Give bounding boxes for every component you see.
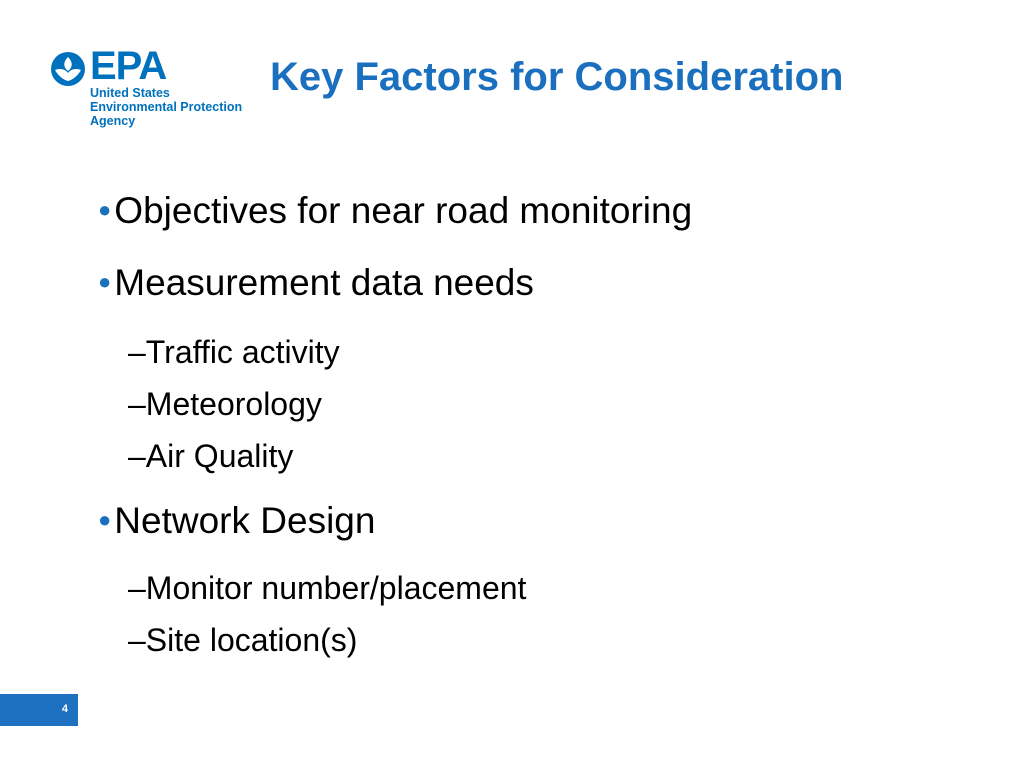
sub-bullet-item: –Air Quality bbox=[128, 438, 294, 474]
epa-flower-icon bbox=[50, 51, 86, 87]
sub-bullet-item: –Traffic activity bbox=[128, 334, 340, 370]
logo-line-3: Agency bbox=[90, 114, 136, 128]
bullet-text: Measurement data needs bbox=[114, 262, 534, 303]
page-number-box bbox=[0, 694, 78, 726]
bullet-dot-icon: ● bbox=[98, 269, 112, 294]
epa-logo bbox=[46, 46, 246, 130]
logo-line-2: Environmental Protection bbox=[90, 100, 243, 114]
bullet-item bbox=[98, 262, 534, 304]
bullet-item bbox=[98, 190, 692, 232]
slide-title: Key Factors for Consideration bbox=[270, 55, 844, 99]
bullet-text: Network Design bbox=[114, 500, 376, 541]
bullet-item bbox=[98, 500, 375, 542]
logo-line-1: United States bbox=[90, 86, 170, 100]
sub-bullet-item: –Monitor number/placement bbox=[128, 570, 527, 606]
sub-bullet-item: –Site location(s) bbox=[128, 622, 358, 658]
logo-wordmark: EPA bbox=[90, 44, 167, 88]
bullet-text: Objectives for near road monitoring bbox=[114, 190, 693, 231]
bullet-dot-icon: ● bbox=[98, 197, 112, 222]
sub-bullet-item: –Meteorology bbox=[128, 386, 322, 422]
bullet-dot-icon: ● bbox=[98, 507, 112, 532]
page-number: 4 bbox=[61, 703, 68, 715]
